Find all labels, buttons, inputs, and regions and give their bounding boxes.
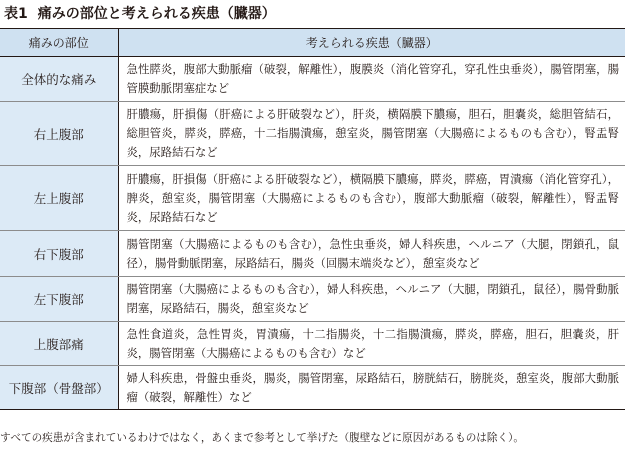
- table-row: [0, 366, 625, 410]
- row-pain-location: 左上腹部: [0, 166, 118, 231]
- row-diseases: 急性食道炎，急性胃炎，胃潰瘍，十二指腸炎，十二指腸潰瘍，膵炎，膵癌，胆石，胆嚢炎，肝炎，腸管閉塞（大腸癌によるものも含む）など: [118, 322, 625, 366]
- row-diseases: 腸管閉塞（大腸癌によるものも含む），急性虫垂炎，婦人科疾患，ヘルニア（大腿，閉鎖孔，鼠径），腸骨動脈閉塞，尿路結石，腸炎（回腸末端炎など），憩室炎など: [118, 231, 625, 277]
- row-diseases: 肝膿瘍，肝損傷（肝癌による肝破裂など），横隔膜下膿瘍，膵炎，膵癌，胃潰瘍（消化管穿孔），脾炎，憩室炎，腸管閉塞（大腸癌によるものも含む），腹部大動脈瘤（破裂，解離性），腎盂腎炎，尿路結石など: [118, 166, 625, 231]
- table-row: [0, 166, 625, 231]
- disease-table: [0, 28, 625, 410]
- table-row: [0, 102, 625, 166]
- row-diseases: 肝膿瘍，肝損傷（肝癌による肝破裂など），肝炎，横隔膜下膿瘍，胆石，胆嚢炎，総胆管結石，総胆管炎，膵炎，膵癌，十二指腸潰瘍，憩室炎，腸管閉塞（大腸癌によるものも含む），腎盂腎炎，尿路結石など: [118, 102, 625, 166]
- row-diseases: 婦人科疾患，骨盤虫垂炎，腸炎，腸管閉塞，尿路結石，膀胱結石，膀胱炎，憩室炎，腹部大動脈瘤（破裂，解離性）など: [118, 366, 625, 410]
- table-row: [0, 322, 625, 366]
- row-pain-location: 全体的な痛み: [0, 57, 118, 102]
- table-title: [4, 4, 276, 24]
- table-title-text: 痛みの部位と考えられる疾患（臓器）: [37, 6, 276, 22]
- row-pain-location: 右下腹部: [0, 231, 118, 277]
- header-possible-diseases: 考えられる疾患（臓器）: [118, 29, 625, 57]
- row-diseases: 急性膵炎，腹部大動脈瘤（破裂，解離性），腹膜炎（消化管穿孔，穿孔性虫垂炎），腸管閉塞，腸管膜動脈閉塞症など: [118, 57, 625, 102]
- row-diseases: 腸管閉塞（大腸癌によるものも含む），婦人科疾患，ヘルニア（大腿，閉鎖孔，鼠径），腸骨動脈閉塞，尿路結石，腸炎，憩室炎など: [118, 277, 625, 322]
- table-row: [0, 57, 625, 102]
- table-row: [0, 231, 625, 277]
- footnote: すべての疾患が含まれているわけではなく，あくまで参考として挙げた（腹壁などに原因があるものは除く）。: [0, 432, 524, 444]
- table-header-row: [0, 29, 625, 57]
- table-row: [0, 277, 625, 322]
- table-number: 表1: [4, 6, 28, 22]
- row-pain-location: 左下腹部: [0, 277, 118, 322]
- header-pain-location: 痛みの部位: [0, 29, 118, 57]
- row-pain-location: 右上腹部: [0, 102, 118, 166]
- row-pain-location: 上腹部痛: [0, 322, 118, 366]
- row-pain-location: 下腹部（骨盤部）: [0, 366, 118, 410]
